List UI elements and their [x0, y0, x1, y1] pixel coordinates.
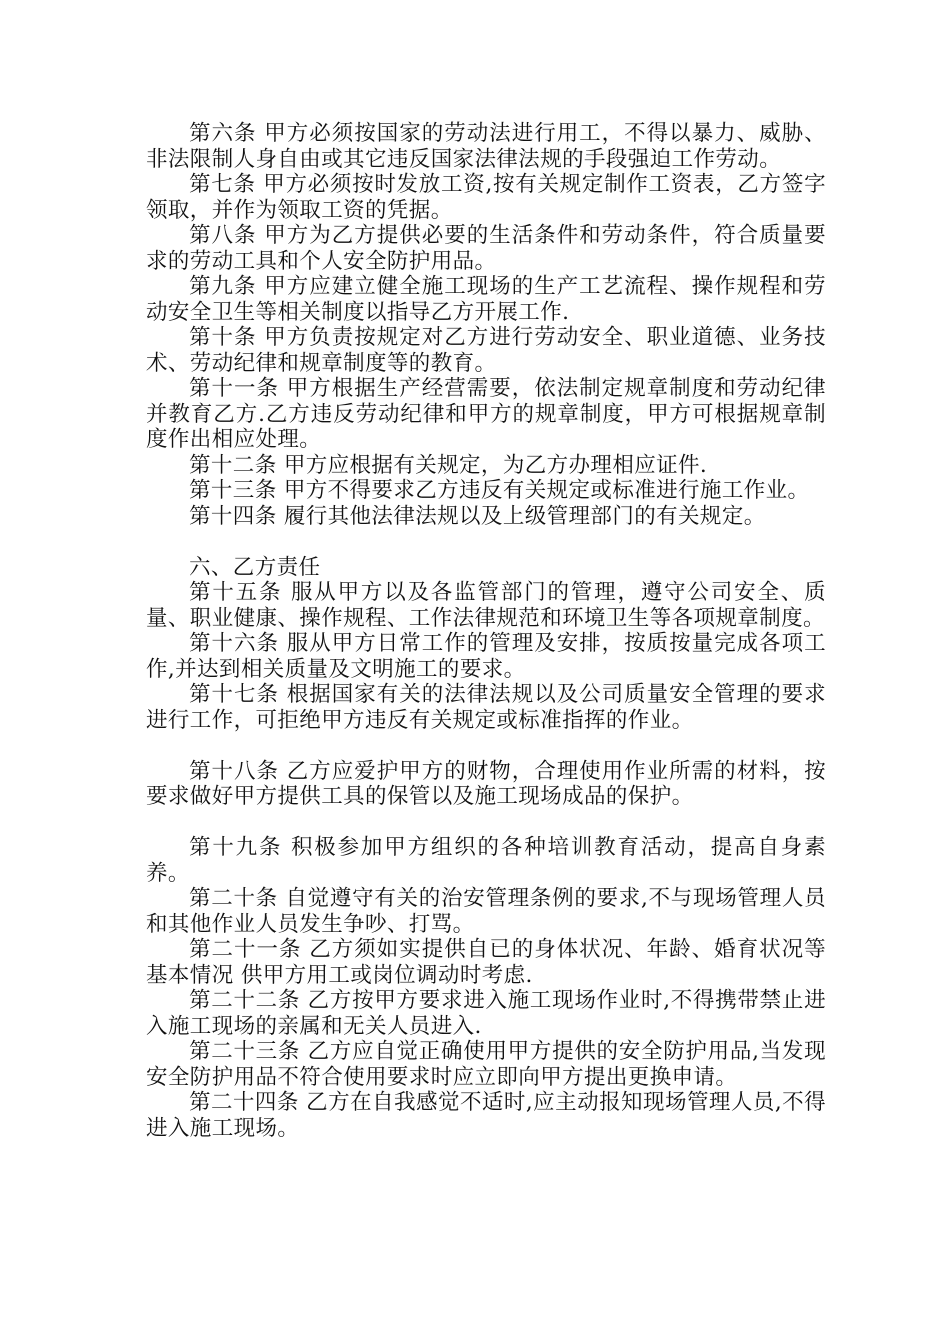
section-heading-party-b-duties: 六、乙方责任	[189, 554, 321, 580]
article-23: 第二十三条 乙方应自觉正确使用甲方提供的安全防护用品,当发现安全防护用品不符合使用要求时应立即向甲方提出更换申请。	[146, 1039, 826, 1090]
article-11: 第十一条 甲方根据生产经营需要，依法制定规章制度和劳动纪律并教育乙方.乙方违反劳动纪律和甲方的规章制度，甲方可根据规章制度作出相应处理。	[146, 376, 826, 452]
spacer	[146, 733, 826, 759]
article-8: 第八条 甲方为乙方提供必要的生活条件和劳动条件，符合质量要求的劳动工具和个人安全防护用品。	[146, 223, 826, 274]
article-13: 第十三条 甲方不得要求乙方违反有关规定或标准进行施工作业。	[189, 478, 810, 503]
article-9: 第九条 甲方应建立健全施工现场的生产工艺流程、操作规程和劳动安全卫生等相关制度以指导乙方开展工作.	[146, 274, 826, 325]
document-body	[146, 121, 826, 1141]
spacer	[146, 529, 826, 555]
article-6: 第六条 甲方必须按国家的劳动法进行用工，不得以暴力、威胁、非法限制人身自由或其它违反国家法律法规的手段强迫工作劳动。	[146, 121, 826, 172]
article-17: 第十七条 根据国家有关的法律法规以及公司质量安全管理的要求进行工作，可拒绝甲方违反有关规定或标准指挥的作业。	[146, 682, 826, 733]
article-24: 第二十四条 乙方在自我感觉不适时,应主动报知现场管理人员,不得进入施工现场。	[146, 1090, 826, 1141]
article-12: 第十二条 甲方应根据有关规定，为乙方办理相应证件.	[189, 452, 708, 478]
article-19: 第十九条 积极参加甲方组织的各种培训教育活动，提高自身素养。	[146, 835, 826, 886]
article-18: 第十八条 乙方应爱护甲方的财物，合理使用作业所需的材料，按要求做好甲方提供工具的保管以及施工现场成品的保护。	[146, 758, 826, 809]
article-21: 第二十一条 乙方须如实提供自已的身体状况、年龄、婚育状况等基本情况 供甲方用工或岗位调动时考虑.	[146, 937, 826, 988]
article-7: 第七条 甲方必须按时发放工资,按有关规定制作工资表，乙方签字领取，并作为领取工资的凭据。	[146, 172, 826, 223]
article-10: 第十条 甲方负责按规定对乙方进行劳动安全、职业道德、业务技术、劳动纪律和规章制度等的教育。	[146, 325, 826, 376]
article-22: 第二十二条 乙方按甲方要求进入施工现场作业时,不得携带禁止进入施工现场的亲属和无关人员进入.	[146, 988, 826, 1039]
article-14: 第十四条 履行其他法律法规以及上级管理部门的有关规定。	[189, 503, 766, 529]
spacer	[146, 810, 826, 836]
article-15: 第十五条 服从甲方以及各监管部门的管理，遵守公司安全、质量、职业健康、操作规程、工作法律规范和环境卫生等各项规章制度。	[146, 580, 826, 631]
article-16: 第十六条 服从甲方日常工作的管理及安排，按质按量完成各项工作,并达到相关质量及文明施工的要求。	[146, 631, 826, 682]
article-20: 第二十条 自觉遵守有关的治安管理条例的要求,不与现场管理人员和其他作业人员发生争吵、打骂。	[146, 886, 826, 937]
